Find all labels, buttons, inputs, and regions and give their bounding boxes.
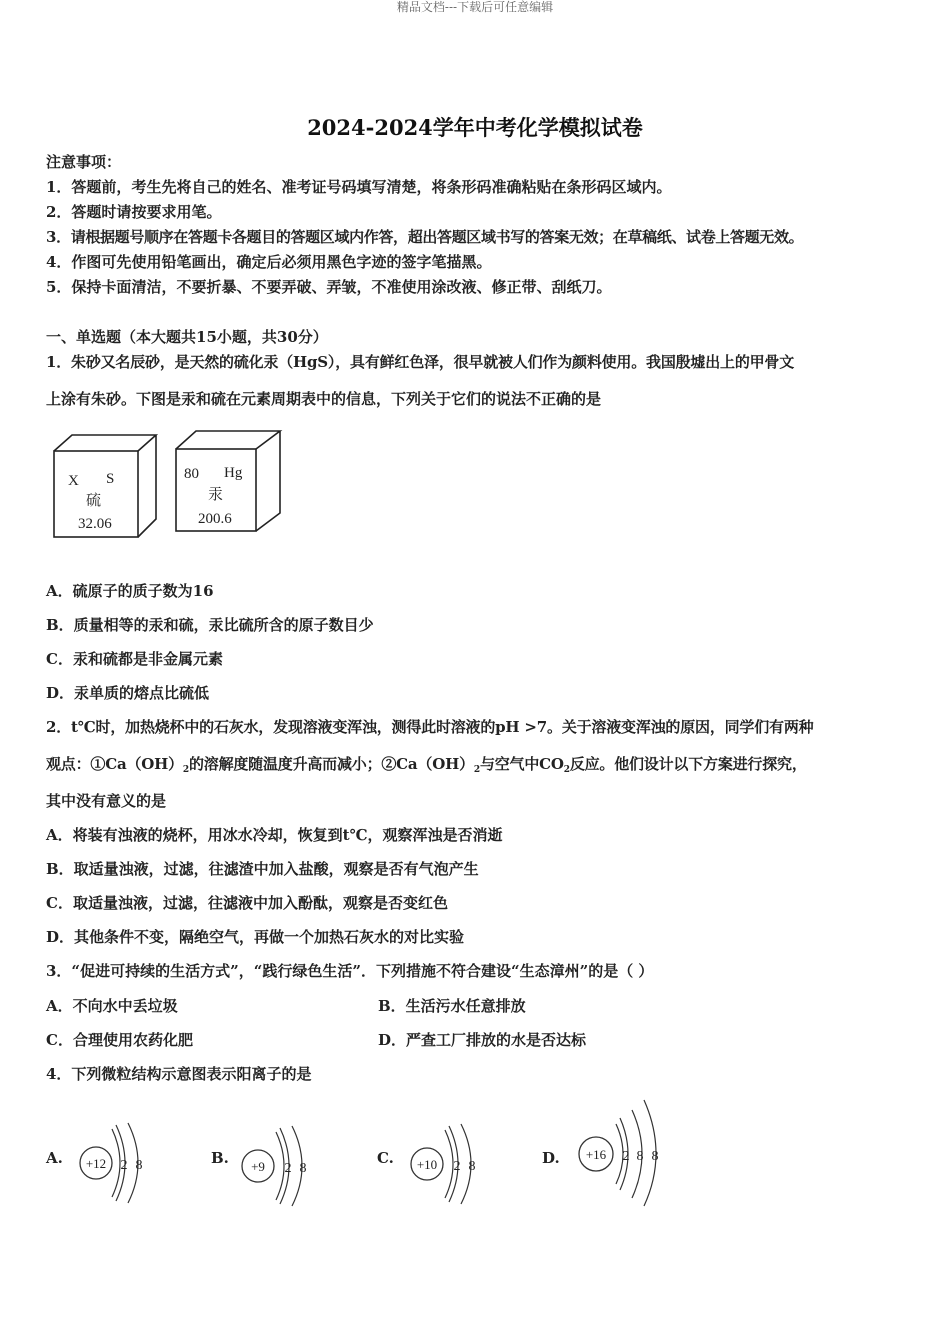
q2-stem-line1: 2．t℃时，加热烧杯中的石灰水，发现溶液变浑浊，测得此时溶液的pH >7。关于溶液变浑浊的原因，同学们有两种: [46, 718, 814, 736]
q3-option-d: D．严查工厂排放的水是否达标: [378, 1031, 587, 1049]
q1-option-a: A．硫原子的质子数为16: [46, 582, 214, 600]
note-item: 3．请根据题号顺序在答题卡各题目的答题区域内作答，超出答题区域书写的答案无效；在草稿纸、试卷上答题无效。: [46, 228, 804, 246]
q4-option-b-label: B.: [211, 1149, 229, 1167]
nucleus-charge: +10: [416, 1157, 438, 1172]
q1-option-b: B．质量相等的汞和硫，汞比硫所含的原子数目少: [46, 616, 374, 634]
q2-option-c: C．取适量浊液，过滤，往滤液中加入酚酞，观察是否变红色: [46, 894, 448, 912]
page-header: 精品文档---下载后可任意编辑: [396, 0, 554, 14]
shell-electrons: 8: [468, 1159, 476, 1174]
q4-option-d-atom-diagram: [574, 1096, 674, 1208]
section-heading: 一、单选题（本大题共15小题，共30分）: [46, 328, 328, 346]
shell-electrons: 8: [299, 1161, 307, 1176]
q4-option-a-atom-diagram: [76, 1115, 156, 1205]
q3-option-a: A．不向水中丢垃圾: [46, 997, 178, 1015]
nucleus-charge: +12: [85, 1156, 107, 1171]
sulfur-atomic-mass: 32.06: [78, 516, 112, 532]
note-item: 5．保持卡面清洁，不要折暴、不要弄破、弄皱，不准使用涂改液、修正带、刮纸刀。: [46, 278, 612, 296]
q2-option-d: D．其他条件不变，隔绝空气，再做一个加热石灰水的对比实验: [46, 928, 465, 946]
shell-electrons: 2: [453, 1159, 461, 1174]
q1-stem-line2: 上涂有朱砂。下图是汞和硫在元素周期表中的信息，下列关于它们的说法不正确的是: [46, 390, 602, 408]
mercury-name: 汞: [208, 487, 224, 503]
q2-stem-line2: 观点：$①Ca(OH)_2$的溶解度随温度升高而减小；$②Ca(OH)_2$与空气中$CO_2$反应。他们设计以下方案进行探究，: [46, 755, 807, 775]
shell-electrons: 8: [135, 1158, 143, 1173]
note-item: 4．作图可先使用铅笔画出，确定后必须用黑色字迹的签字笔描黑。: [46, 253, 492, 271]
nucleus-charge: +9: [251, 1159, 265, 1174]
q4-option-b-atom-diagram: [238, 1120, 318, 1210]
note-item: 1．答题前，考生先将自己的姓名、准考证号码填写清楚，将条形码准确粘贴在条形码区域内。: [46, 178, 672, 196]
q4-option-c-atom-diagram: [407, 1118, 487, 1208]
q1-option-c: C．汞和硫都是非金属元素: [46, 650, 223, 668]
q4-option-d-label: D.: [542, 1149, 560, 1167]
q3-stem: 3．“促进可持续的生活方式”，“践行绿色生活”．下列措施不符合建设“生态漳州”的是（ ）: [46, 962, 654, 980]
note-item: 2．答题时请按要求用笔。: [46, 203, 222, 221]
q2-option-b: B．取适量浊液，过滤，往滤渣中加入盐酸，观察是否有气泡产生: [46, 860, 479, 878]
sulfur-name: 硫: [86, 493, 102, 509]
sulfur-atomic-number: X: [68, 473, 79, 489]
q4-stem: 4．下列微粒结构示意图表示阳离子的是: [46, 1065, 312, 1083]
q3-option-c: C．合理使用农药化肥: [46, 1031, 193, 1049]
shell-electrons: 2: [120, 1158, 128, 1173]
q4-option-a-label: A.: [46, 1149, 63, 1167]
shell-electrons: 8: [651, 1149, 659, 1164]
mercury-symbol: Hg: [224, 465, 243, 481]
mercury-atomic-number: 80: [184, 466, 199, 482]
sulfur-symbol: S: [106, 471, 115, 487]
shell-electrons: 8: [636, 1149, 644, 1164]
notes-heading: 注意事项：: [46, 153, 122, 171]
shell-electrons: 2: [284, 1161, 292, 1176]
q1-option-d: D．汞单质的熔点比硫低: [46, 684, 210, 702]
q2-stem-line3: 其中没有意义的是: [46, 792, 167, 810]
q1-stem-line1: 1．朱砂又名辰砂，是天然的硫化汞（HgS），具有鲜红色泽，很早就被人们作为颜料使用。我国殷墟出上的甲骨文: [46, 353, 795, 371]
q2-option-a: A．将装有浊液的烧杯，用冰水冷却，恢复到t℃，观察浑浊是否消逝: [46, 826, 503, 844]
shell-electrons: 2: [622, 1149, 630, 1164]
nucleus-charge: +16: [585, 1147, 607, 1162]
exam-title: 2024-2024学年中考化学模拟试卷: [307, 115, 643, 140]
periodic-table-cells-figure: [48, 425, 288, 545]
q4-option-c-label: C.: [377, 1149, 394, 1167]
mercury-atomic-mass: 200.6: [198, 511, 232, 527]
q3-option-b: B．生活污水任意排放: [378, 997, 526, 1015]
